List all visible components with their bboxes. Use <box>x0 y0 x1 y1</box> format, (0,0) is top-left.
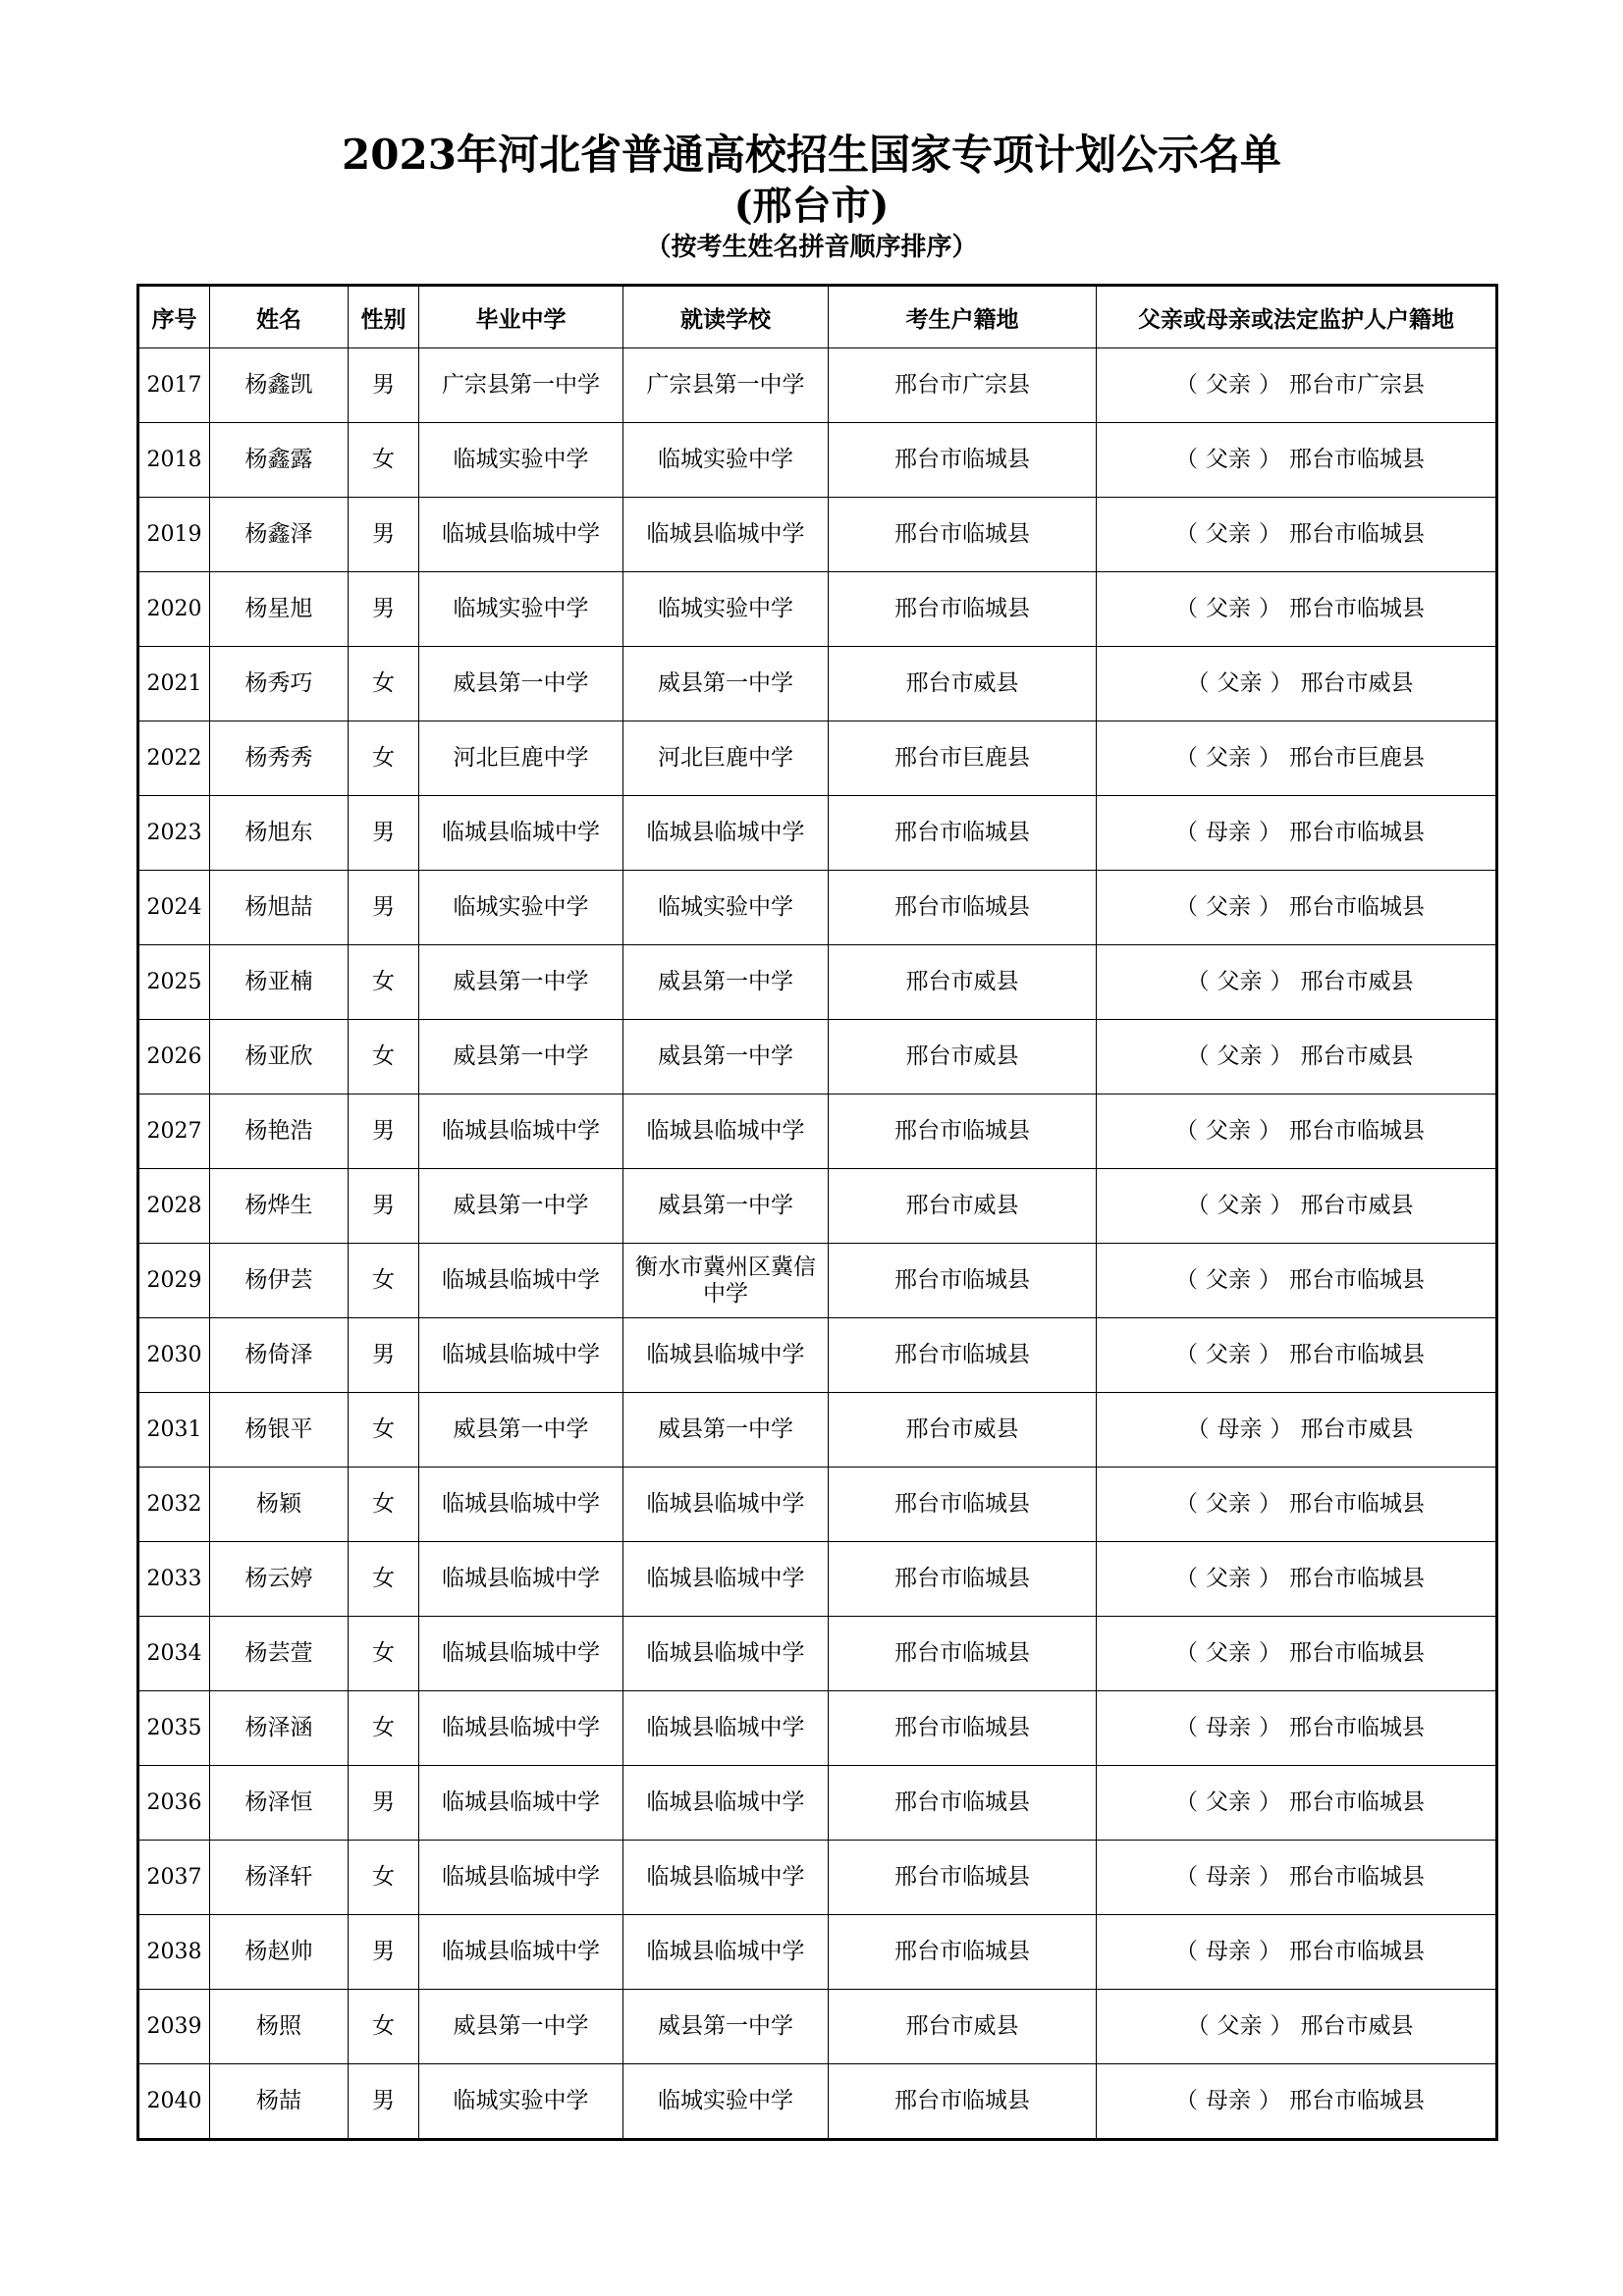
guardian-residence-text: 邢台市临城县 <box>1289 894 1425 920</box>
cell-name: 杨鑫露 <box>210 423 349 498</box>
guardian-relation: 父亲 <box>1206 1491 1251 1517</box>
cell-name: 杨芸萱 <box>210 1617 349 1691</box>
cell-gender: 男 <box>349 1169 419 1244</box>
guardian-info: （ 父亲 ） 邢台市临城县 <box>1175 894 1425 920</box>
cell-residence: 邢台市临城县 <box>829 1915 1097 1990</box>
table-row <box>138 1244 1497 1318</box>
guardian-info: （ 母亲 ） 邢台市临城县 <box>1175 2088 1425 2113</box>
guardian-info: （ 父亲 ） 邢台市临城县 <box>1175 1640 1425 1666</box>
cell-gender: 女 <box>349 647 419 721</box>
guardian-info: （ 父亲 ） 邢台市威县 <box>1186 1043 1414 1069</box>
cell-name: 杨鑫凯 <box>210 348 349 423</box>
cell-name: 杨颖 <box>210 1468 349 1542</box>
guardian-residence-text: 邢台市临城县 <box>1289 1939 1425 1964</box>
cell-study-school: 威县第一中学 <box>623 647 829 721</box>
cell-gender: 女 <box>349 1020 419 1095</box>
guardian-relation: 母亲 <box>1206 1864 1251 1890</box>
cell-gender: 男 <box>349 796 419 871</box>
cell-residence: 邢台市威县 <box>829 1990 1097 2064</box>
cell-gender: 女 <box>349 1393 419 1468</box>
table-row <box>138 1542 1497 1617</box>
guardian-info: （ 父亲 ） 邢台市临城县 <box>1175 596 1425 621</box>
guardian-info: （ 父亲 ） 邢台市威县 <box>1186 1193 1414 1218</box>
cell-study-school: 临城县临城中学 <box>623 1318 829 1393</box>
guardian-relation: 父亲 <box>1206 1640 1251 1666</box>
guardian-info: （ 母亲 ） 邢台市威县 <box>1186 1416 1414 1442</box>
cell-grad-school: 临城县临城中学 <box>419 1617 623 1691</box>
cell-name: 杨艳浩 <box>210 1095 349 1169</box>
cell-guardian-residence <box>1097 871 1497 945</box>
guardian-relation: 父亲 <box>1206 596 1251 621</box>
guardian-info: （ 母亲 ） 邢台市临城县 <box>1175 820 1425 845</box>
cell-residence: 邢台市威县 <box>829 1169 1097 1244</box>
cell-study-school: 临城县临城中学 <box>623 1766 829 1841</box>
cell-grad-school: 威县第一中学 <box>419 1169 623 1244</box>
cell-guardian-residence <box>1097 572 1497 647</box>
table-row <box>138 1095 1497 1169</box>
cell-guardian-residence <box>1097 647 1497 721</box>
cell-residence: 邢台市临城县 <box>829 423 1097 498</box>
cell-study-school: 临城县临城中学 <box>623 1542 829 1617</box>
cell-no: 2026 <box>138 1020 210 1095</box>
cell-grad-school: 临城县临城中学 <box>419 498 623 572</box>
cell-grad-school: 威县第一中学 <box>419 1990 623 2064</box>
table-row <box>138 1691 1497 1766</box>
cell-residence: 邢台市威县 <box>829 1393 1097 1468</box>
cell-no: 2027 <box>138 1095 210 1169</box>
cell-residence: 邢台市临城县 <box>829 1691 1097 1766</box>
guardian-residence-text: 邢台市临城县 <box>1289 1715 1425 1740</box>
cell-no: 2033 <box>138 1542 210 1617</box>
cell-name: 杨银平 <box>210 1393 349 1468</box>
cell-guardian-residence <box>1097 1542 1497 1617</box>
guardian-residence-text: 邢台市临城县 <box>1289 521 1425 547</box>
cell-residence: 邢台市临城县 <box>829 1095 1097 1169</box>
guardian-residence-text: 邢台市临城县 <box>1289 1118 1425 1144</box>
guardian-info: （ 母亲 ） 邢台市临城县 <box>1175 1864 1425 1890</box>
cell-gender: 女 <box>349 721 419 796</box>
cell-guardian-residence <box>1097 1915 1497 1990</box>
cell-no: 2031 <box>138 1393 210 1468</box>
cell-name: 杨旭东 <box>210 796 349 871</box>
cell-study-school: 威县第一中学 <box>623 1169 829 1244</box>
cell-no: 2039 <box>138 1990 210 2064</box>
guardian-relation: 父亲 <box>1206 1118 1251 1144</box>
cell-study-school: 河北巨鹿中学 <box>623 721 829 796</box>
cell-gender: 女 <box>349 1691 419 1766</box>
cell-study-school: 临城实验中学 <box>623 572 829 647</box>
cell-guardian-residence <box>1097 1169 1497 1244</box>
guardian-relation: 父亲 <box>1206 447 1251 472</box>
cell-gender: 女 <box>349 1617 419 1691</box>
col-header-study-school: 就读学校 <box>623 286 829 348</box>
guardian-info: （ 父亲 ） 邢台市临城县 <box>1175 1789 1425 1815</box>
cell-guardian-residence <box>1097 348 1497 423</box>
cell-guardian-residence <box>1097 796 1497 871</box>
table-row <box>138 1318 1497 1393</box>
cell-study-school: 威县第一中学 <box>623 945 829 1020</box>
guardian-relation: 母亲 <box>1206 2088 1251 2113</box>
guardian-relation: 父亲 <box>1217 1043 1263 1069</box>
table-row <box>138 647 1497 721</box>
cell-study-school: 威县第一中学 <box>623 1990 829 2064</box>
table-row <box>138 796 1497 871</box>
guardian-residence-text: 邢台市临城县 <box>1289 1566 1425 1591</box>
cell-gender: 女 <box>349 1468 419 1542</box>
cell-grad-school: 临城县临城中学 <box>419 1915 623 1990</box>
guardian-info: （ 母亲 ） 邢台市临城县 <box>1175 1715 1425 1740</box>
cell-no: 2018 <box>138 423 210 498</box>
guardian-relation: 父亲 <box>1217 1193 1263 1218</box>
cell-name: 杨烨生 <box>210 1169 349 1244</box>
cell-study-school: 临城县临城中学 <box>623 1841 829 1915</box>
guardian-info: （ 父亲 ） 邢台市临城县 <box>1175 521 1425 547</box>
guardian-relation: 母亲 <box>1206 820 1251 845</box>
cell-residence: 邢台市巨鹿县 <box>829 721 1097 796</box>
table-header-row <box>138 286 1497 348</box>
cell-name: 杨泽轩 <box>210 1841 349 1915</box>
guardian-relation: 父亲 <box>1206 1267 1251 1293</box>
col-header-residence: 考生户籍地 <box>829 286 1097 348</box>
cell-name: 杨云婷 <box>210 1542 349 1617</box>
table-row <box>138 1617 1497 1691</box>
guardian-residence-text: 邢台市临城县 <box>1289 596 1425 621</box>
cell-grad-school: 临城实验中学 <box>419 871 623 945</box>
table-row <box>138 1393 1497 1468</box>
cell-grad-school: 临城实验中学 <box>419 572 623 647</box>
cell-study-school: 临城实验中学 <box>623 2064 829 2140</box>
col-header-no: 序号 <box>138 286 210 348</box>
guardian-residence-text: 邢台市临城县 <box>1289 2088 1425 2113</box>
cell-study-school: 临城县临城中学 <box>623 1915 829 1990</box>
cell-study-school: 临城县临城中学 <box>623 1617 829 1691</box>
col-header-guardian-residence: 父亲或母亲或法定监护人户籍地 <box>1097 286 1497 348</box>
cell-residence: 邢台市临城县 <box>829 1841 1097 1915</box>
cell-grad-school: 河北巨鹿中学 <box>419 721 623 796</box>
guardian-relation: 父亲 <box>1206 1566 1251 1591</box>
table-row <box>138 1468 1497 1542</box>
cell-name: 杨秀巧 <box>210 647 349 721</box>
cell-no: 2030 <box>138 1318 210 1393</box>
cell-no: 2022 <box>138 721 210 796</box>
cell-no: 2040 <box>138 2064 210 2140</box>
cell-guardian-residence <box>1097 945 1497 1020</box>
cell-no: 2021 <box>138 647 210 721</box>
cell-name: 杨照 <box>210 1990 349 2064</box>
cell-name: 杨伊芸 <box>210 1244 349 1318</box>
cell-name: 杨泽涵 <box>210 1691 349 1766</box>
page-title: 2023年河北省普通高校招生国家专项计划公示名单 <box>342 131 1281 179</box>
cell-name: 杨泽恒 <box>210 1766 349 1841</box>
cell-grad-school: 临城县临城中学 <box>419 1468 623 1542</box>
guardian-residence-text: 邢台市临城县 <box>1289 1864 1425 1890</box>
guardian-relation: 父亲 <box>1217 2013 1263 2039</box>
table-body <box>138 348 1497 2140</box>
table-row <box>138 572 1497 647</box>
page-subtitle-city: (邢台市) <box>733 183 890 229</box>
guardian-info: （ 父亲 ） 邢台市临城县 <box>1175 1491 1425 1517</box>
guardian-residence-text: 邢台市临城县 <box>1289 1491 1425 1517</box>
guardian-relation: 父亲 <box>1206 745 1251 771</box>
cell-study-school: 威县第一中学 <box>623 1393 829 1468</box>
sort-note: （按考生姓名拼音顺序排序） <box>645 233 978 262</box>
cell-residence: 邢台市临城县 <box>829 572 1097 647</box>
guardian-relation: 父亲 <box>1206 521 1251 547</box>
cell-grad-school: 临城县临城中学 <box>419 1841 623 1915</box>
cell-guardian-residence <box>1097 1468 1497 1542</box>
cell-grad-school: 临城县临城中学 <box>419 1095 623 1169</box>
cell-guardian-residence <box>1097 498 1497 572</box>
cell-study-school: 威县第一中学 <box>623 1020 829 1095</box>
cell-guardian-residence <box>1097 2064 1497 2140</box>
guardian-info: （ 父亲 ） 邢台市临城县 <box>1175 1342 1425 1367</box>
cell-study-school: 临城县临城中学 <box>623 498 829 572</box>
table-row <box>138 423 1497 498</box>
cell-gender: 男 <box>349 1766 419 1841</box>
guardian-relation: 父亲 <box>1206 1789 1251 1815</box>
guardian-relation: 父亲 <box>1206 372 1251 398</box>
guardian-info: （ 父亲 ） 邢台市威县 <box>1186 2013 1414 2039</box>
cell-no: 2023 <box>138 796 210 871</box>
cell-residence: 邢台市临城县 <box>829 1468 1097 1542</box>
cell-guardian-residence <box>1097 721 1497 796</box>
cell-guardian-residence <box>1097 1841 1497 1915</box>
guardian-relation: 母亲 <box>1206 1939 1251 1964</box>
cell-name: 杨赵帅 <box>210 1915 349 1990</box>
guardian-relation: 母亲 <box>1217 1416 1263 1442</box>
cell-name: 杨亚欣 <box>210 1020 349 1095</box>
guardian-info: （ 父亲 ） 邢台市广宗县 <box>1175 372 1425 398</box>
guardian-info: （ 父亲 ） 邢台市巨鹿县 <box>1175 745 1425 771</box>
cell-gender: 女 <box>349 1244 419 1318</box>
cell-grad-school: 广宗县第一中学 <box>419 348 623 423</box>
cell-guardian-residence <box>1097 1393 1497 1468</box>
cell-gender: 女 <box>349 945 419 1020</box>
cell-no: 2028 <box>138 1169 210 1244</box>
cell-guardian-residence <box>1097 1318 1497 1393</box>
cell-no: 2032 <box>138 1468 210 1542</box>
table-row <box>138 1915 1497 1990</box>
cell-name: 杨喆 <box>210 2064 349 2140</box>
guardian-residence-text: 邢台市威县 <box>1300 1193 1414 1218</box>
cell-study-school: 临城县临城中学 <box>623 1468 829 1542</box>
cell-grad-school: 临城实验中学 <box>419 423 623 498</box>
cell-residence: 邢台市临城县 <box>829 1318 1097 1393</box>
cell-guardian-residence <box>1097 1990 1497 2064</box>
table-row <box>138 1169 1497 1244</box>
cell-no: 2024 <box>138 871 210 945</box>
table-row <box>138 1841 1497 1915</box>
guardian-info: （ 父亲 ） 邢台市临城县 <box>1175 1267 1425 1293</box>
cell-grad-school: 临城县临城中学 <box>419 1318 623 1393</box>
cell-residence: 邢台市临城县 <box>829 1542 1097 1617</box>
table-row <box>138 498 1497 572</box>
cell-grad-school: 临城县临城中学 <box>419 1542 623 1617</box>
cell-name: 杨星旭 <box>210 572 349 647</box>
cell-name: 杨秀秀 <box>210 721 349 796</box>
cell-no: 2036 <box>138 1766 210 1841</box>
cell-gender: 男 <box>349 2064 419 2140</box>
guardian-info: （ 父亲 ） 邢台市临城县 <box>1175 1118 1425 1144</box>
guardian-info: （ 父亲 ） 邢台市临城县 <box>1175 447 1425 472</box>
col-header-gender: 性别 <box>349 286 419 348</box>
table-row <box>138 1766 1497 1841</box>
cell-study-school: 广宗县第一中学 <box>623 348 829 423</box>
cell-residence: 邢台市临城县 <box>829 871 1097 945</box>
cell-no: 2020 <box>138 572 210 647</box>
guardian-residence-text: 邢台市临城县 <box>1289 447 1425 472</box>
cell-guardian-residence <box>1097 1617 1497 1691</box>
cell-gender: 男 <box>349 1318 419 1393</box>
col-header-grad-school: 毕业中学 <box>419 286 623 348</box>
cell-grad-school: 威县第一中学 <box>419 1020 623 1095</box>
cell-gender: 男 <box>349 572 419 647</box>
guardian-relation: 父亲 <box>1206 894 1251 920</box>
table-row <box>138 871 1497 945</box>
cell-residence: 邢台市临城县 <box>829 1617 1097 1691</box>
guardian-info: （ 父亲 ） 邢台市威县 <box>1186 969 1414 994</box>
cell-name: 杨鑫泽 <box>210 498 349 572</box>
guardian-residence-text: 邢台市威县 <box>1300 969 1414 994</box>
guardian-residence-text: 邢台市临城县 <box>1289 1789 1425 1815</box>
cell-no: 2034 <box>138 1617 210 1691</box>
cell-study-school: 衡水市冀州区冀信中学 <box>623 1244 829 1318</box>
cell-gender: 女 <box>349 423 419 498</box>
cell-gender: 男 <box>349 348 419 423</box>
cell-study-school: 临城县临城中学 <box>623 1691 829 1766</box>
guardian-info: （ 父亲 ） 邢台市临城县 <box>1175 1566 1425 1591</box>
guardian-relation: 父亲 <box>1217 969 1263 994</box>
admission-list-table <box>136 284 1498 2141</box>
guardian-residence-text: 邢台市临城县 <box>1289 1640 1425 1666</box>
table-row <box>138 1990 1497 2064</box>
guardian-relation: 父亲 <box>1206 1342 1251 1367</box>
cell-grad-school: 威县第一中学 <box>419 1393 623 1468</box>
table-row <box>138 348 1497 423</box>
cell-no: 2037 <box>138 1841 210 1915</box>
cell-gender: 男 <box>349 1915 419 1990</box>
cell-residence: 邢台市临城县 <box>829 1244 1097 1318</box>
cell-residence: 邢台市广宗县 <box>829 348 1097 423</box>
cell-gender: 男 <box>349 1095 419 1169</box>
cell-no: 2019 <box>138 498 210 572</box>
guardian-info: （ 母亲 ） 邢台市临城县 <box>1175 1939 1425 1964</box>
cell-grad-school: 威县第一中学 <box>419 945 623 1020</box>
cell-residence: 邢台市临城县 <box>829 1766 1097 1841</box>
cell-residence: 邢台市临城县 <box>829 796 1097 871</box>
table-row <box>138 1020 1497 1095</box>
guardian-residence-text: 邢台市威县 <box>1300 2013 1414 2039</box>
cell-no: 2038 <box>138 1915 210 1990</box>
cell-no: 2025 <box>138 945 210 1020</box>
cell-gender: 男 <box>349 498 419 572</box>
cell-guardian-residence <box>1097 423 1497 498</box>
table-row <box>138 2064 1497 2140</box>
guardian-residence-text: 邢台市临城县 <box>1289 1267 1425 1293</box>
cell-grad-school: 临城实验中学 <box>419 2064 623 2140</box>
cell-no: 2035 <box>138 1691 210 1766</box>
cell-grad-school: 临城县临城中学 <box>419 1244 623 1318</box>
guardian-relation: 父亲 <box>1217 670 1263 696</box>
guardian-residence-text: 邢台市威县 <box>1300 670 1414 696</box>
cell-grad-school: 临城县临城中学 <box>419 1766 623 1841</box>
guardian-residence-text: 邢台市临城县 <box>1289 1342 1425 1367</box>
cell-gender: 女 <box>349 1542 419 1617</box>
table-row <box>138 945 1497 1020</box>
cell-guardian-residence <box>1097 1766 1497 1841</box>
cell-residence: 邢台市威县 <box>829 1020 1097 1095</box>
cell-guardian-residence <box>1097 1095 1497 1169</box>
cell-gender: 男 <box>349 871 419 945</box>
guardian-residence-text: 邢台市广宗县 <box>1289 372 1425 398</box>
guardian-residence-text: 邢台市临城县 <box>1289 820 1425 845</box>
cell-name: 杨倚泽 <box>210 1318 349 1393</box>
cell-residence: 邢台市临城县 <box>829 2064 1097 2140</box>
col-header-name: 姓名 <box>210 286 349 348</box>
cell-residence: 邢台市临城县 <box>829 498 1097 572</box>
cell-guardian-residence <box>1097 1691 1497 1766</box>
cell-grad-school: 临城县临城中学 <box>419 796 623 871</box>
cell-no: 2029 <box>138 1244 210 1318</box>
cell-study-school: 临城实验中学 <box>623 423 829 498</box>
cell-residence: 邢台市威县 <box>829 647 1097 721</box>
cell-residence: 邢台市威县 <box>829 945 1097 1020</box>
table-row <box>138 721 1497 796</box>
cell-gender: 女 <box>349 1990 419 2064</box>
guardian-residence-text: 邢台市巨鹿县 <box>1289 745 1425 771</box>
cell-grad-school: 临城县临城中学 <box>419 1691 623 1766</box>
guardian-residence-text: 邢台市威县 <box>1300 1416 1414 1442</box>
cell-study-school: 临城县临城中学 <box>623 1095 829 1169</box>
cell-study-school: 临城县临城中学 <box>623 796 829 871</box>
cell-name: 杨亚楠 <box>210 945 349 1020</box>
cell-study-school: 临城实验中学 <box>623 871 829 945</box>
guardian-residence-text: 邢台市威县 <box>1300 1043 1414 1069</box>
guardian-relation: 母亲 <box>1206 1715 1251 1740</box>
cell-name: 杨旭喆 <box>210 871 349 945</box>
cell-grad-school: 威县第一中学 <box>419 647 623 721</box>
cell-gender: 女 <box>349 1841 419 1915</box>
guardian-info: （ 父亲 ） 邢台市威县 <box>1186 670 1414 696</box>
cell-guardian-residence <box>1097 1244 1497 1318</box>
cell-no: 2017 <box>138 348 210 423</box>
cell-guardian-residence <box>1097 1020 1497 1095</box>
